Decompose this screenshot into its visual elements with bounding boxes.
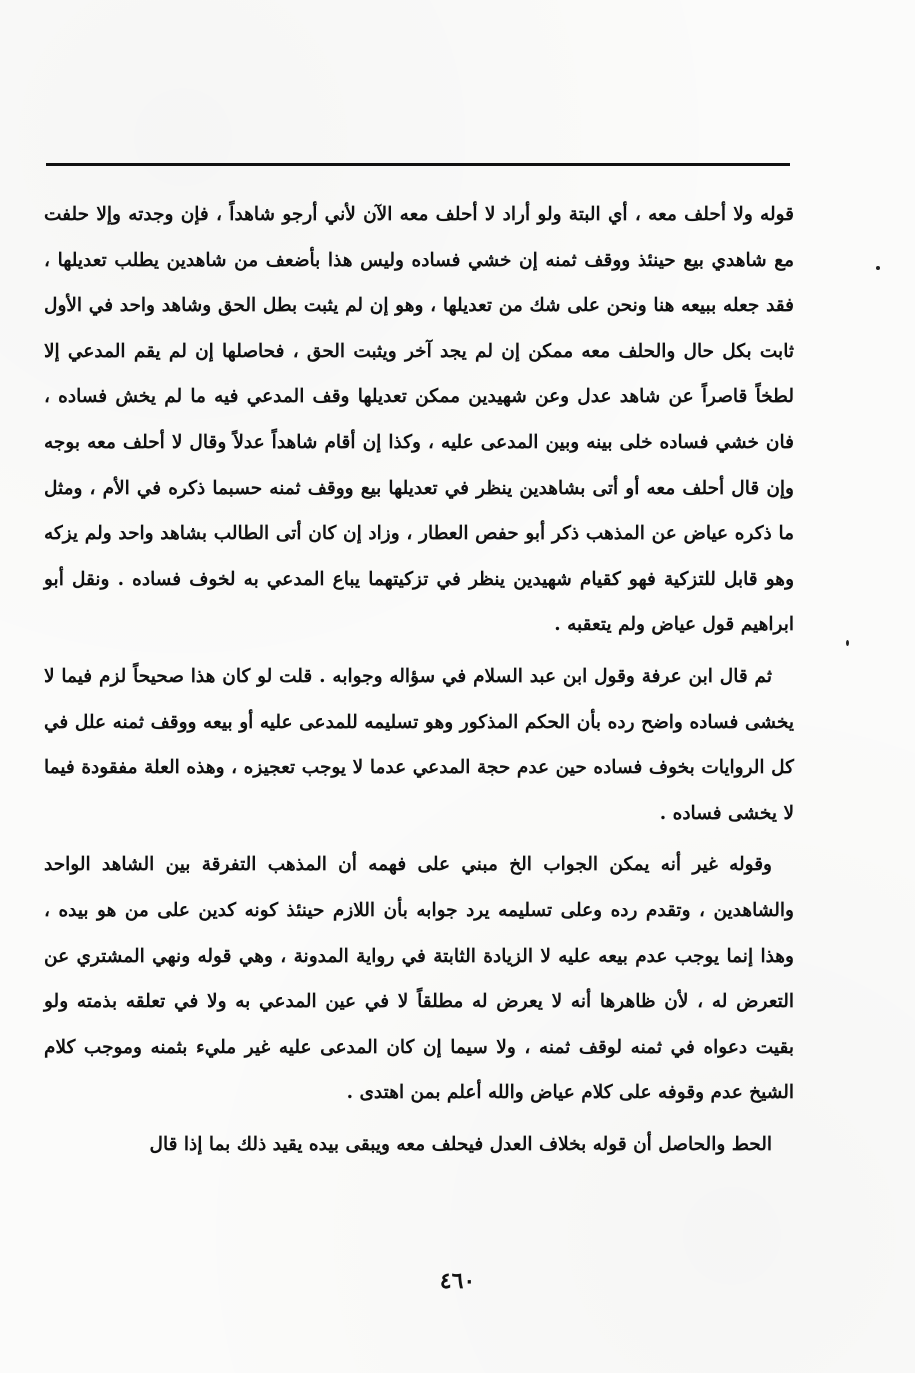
margin-speck <box>876 266 880 270</box>
paragraph-3: وقوله غير أنه يمكن الجواب الخ مبني على فهمه أن المذهب التفرقة بين الشاهد الواحد والشاهدين ، وتقدم رده وعلى تسليمه يرد جوابه بأن اللازم حينئذ كونه كدين على من هو بيده ، وهذا إنما يوجب عدم بيعه عليه لا الزيادة الثابتة في رواية المدونة ، وهي قوله ونهي المشتري عن التعرض له ، لأن ظاهرها أنه لا يعرض له مطلقاً لا في عين المدعي به ولا في تعلقه بذمته ولو بقيت دعواه في ثمنه لوقف ثمنه ، ولا سيما إن كان المدعى عليه غير مليء بثمنه وموجب كلام الشيخ عدم وقوفه على كلام عياض والله أعلم بمن اهتدى . <box>44 854 794 1104</box>
margin-speck <box>846 640 849 646</box>
header-rule <box>46 163 790 166</box>
body-text <box>44 192 794 1167</box>
paragraph-4: الحط والحاصل أن قوله بخلاف العدل فيحلف معه ويبقى بيده يقيد ذلك بما إذا قال <box>149 1133 772 1155</box>
page-number: ٤٦٠ <box>439 1268 476 1294</box>
paragraph-2: ثم قال ابن عرفة وقول ابن عبد السلام في سؤاله وجوابه . قلت لو كان هذا صحيحاً لزم فيما لا يخشى فساده واضح رده بأن الحكم المذكور وهو تسليمه للمدعى عليه أو بيعه ووقف ثمنه علل في كل الروايات بخوف فساده حين عدم حجة المدعي عدما لا يوجب تعجيزه ، وهذه العلة مفقودة فيما لا يخشى فساده . <box>44 665 794 824</box>
paragraph-1: قوله ولا أحلف معه ، أي البتة ولو أراد لا أحلف معه الآن لأني أرجو شاهداً ، فإن وجدته وإلا حلفت مع شاهدي بيع حينئذ ووقف ثمنه إن خشي فساده وليس هذا بأضعف من شاهدين يطلب تعديلها ، فقد جعله ببيعه هنا ونحن على شك من تعديلها ، وهو إن لم يثبت بطل الحق وشاهد واحد في الأول ثابت بكل حال والحلف معه ممكن إن لم يجد آخر ويثبت الحق ، فحاصلها إن لم يقم المدعي إلا لطخاً قاصراً عن شاهد عدل وعن شهيدين ممكن تعديلها وقف المدعي فيه ما لم يخش فساده ، فان خشي فساده خلى بينه وبين المدعى عليه ، وكذا إن أقام شاهداً عدلاً وقال لا أحلف معه بوجه وإن قال أحلف معه أو أتى بشاهدين ينظر في تعديلها بيع ووقف ثمنه حسبما ذكره في الأم ، ومثل ما ذكره عياض عن المذهب ذكر أبو حفص العطار ، وزاد إن كان أتى الطالب بشاهد واحد ولم يزكه وهو قابل للتزكية فهو كقيام شهيدين ينظر في تزكيتهما يباع المدعي به لخوف فساده . ونقل أبو ابراهيم قول عياض ولم يتعقبه . <box>44 204 794 636</box>
